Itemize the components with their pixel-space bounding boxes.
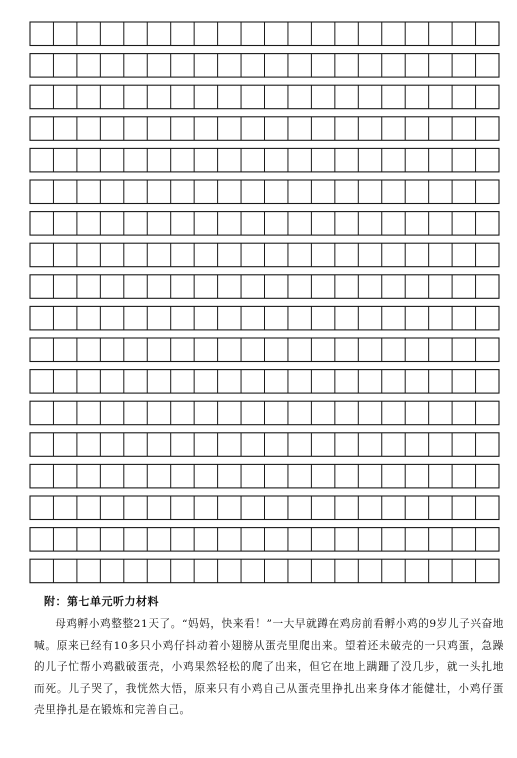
appendix-title: 附：第七单元听力材料 xyxy=(44,595,159,608)
grid-row xyxy=(30,464,499,488)
grid-row xyxy=(30,243,499,267)
grid-row xyxy=(30,370,499,394)
grid-row xyxy=(30,401,499,425)
grid-row xyxy=(30,54,499,78)
grid-row xyxy=(30,496,499,520)
grid-row xyxy=(30,212,499,236)
grid-row xyxy=(30,338,499,362)
grid-row xyxy=(30,559,499,583)
grid-row xyxy=(30,22,499,46)
grid-row xyxy=(30,306,499,330)
grid-row xyxy=(30,85,499,109)
listening-material-section xyxy=(34,594,504,722)
grid-row xyxy=(30,117,499,141)
appendix-paragraph: 母鸡孵小鸡整整21天了。“妈妈，快来看！”一大早就蹲在鸡房前看孵小鸡的9岁儿子兴奋地喊。原来已经有10多只小鸡仔抖动着小翅膀从蛋壳里爬出来。望着还未破壳的一只鸡蛋，急躁的儿子忙帮小鸡戳破蛋壳，小鸡果然轻松的爬了出来，但它在地上蹒跚了没几步，就一头扎地而死。儿子哭了，我恍然大悟，原来只有小鸡自己从蛋壳里挣扎出来身体才能健壮，小鸡仔蛋壳里挣扎是在锻炼和完善自己。 xyxy=(34,618,504,716)
grid-row xyxy=(30,275,499,299)
grid-row xyxy=(30,433,499,457)
grid-row xyxy=(30,148,499,172)
grid-row xyxy=(30,180,499,204)
grid-row xyxy=(30,528,499,552)
